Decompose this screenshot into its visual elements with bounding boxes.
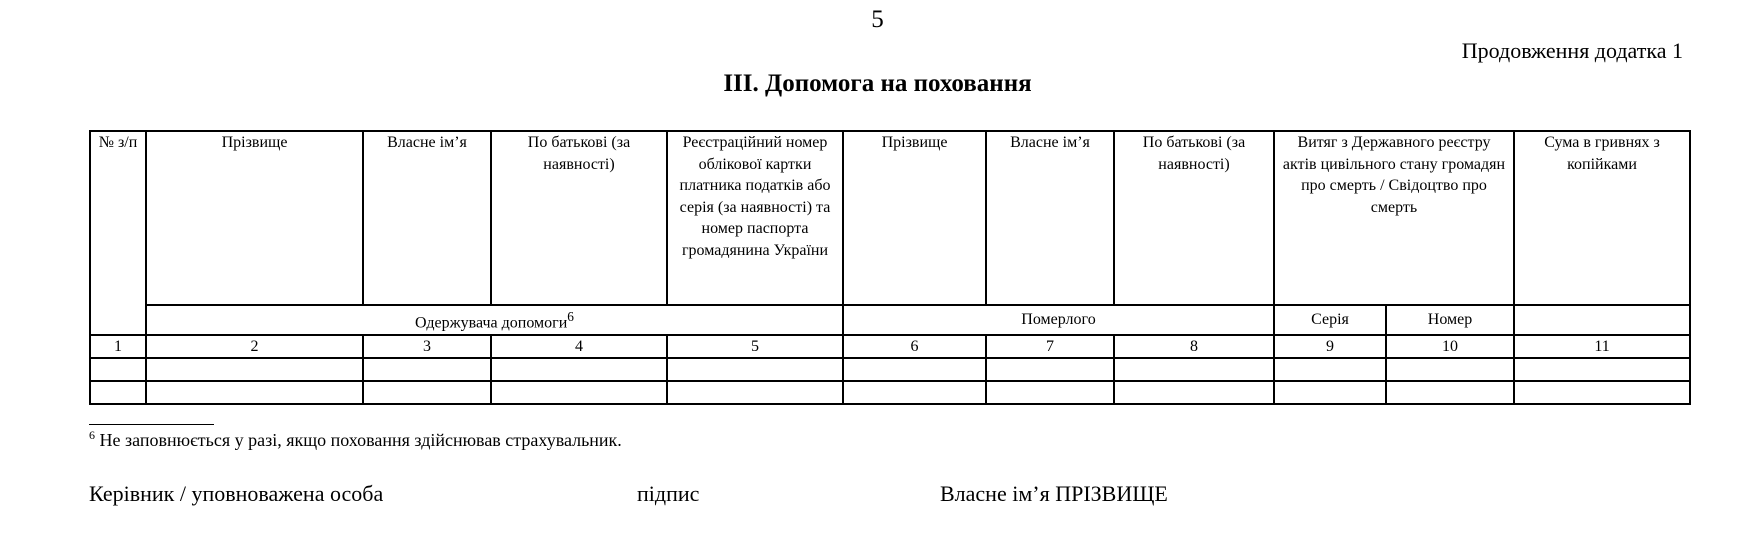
- table-cell: [1386, 358, 1514, 381]
- signatory-role: Керівник / уповноважена особа: [89, 481, 384, 506]
- table-cell: [491, 381, 667, 404]
- table-cell: [667, 381, 843, 404]
- header-cell-deceased-surname: Прізвище: [843, 131, 986, 305]
- table-cell: [146, 358, 363, 381]
- group-recipient-label: Одержувача допомоги: [415, 314, 568, 332]
- header-cell-recipient-patronymic: По батькові (за наявності): [491, 131, 667, 305]
- subheader-nomer: Номер: [1386, 305, 1514, 335]
- column-number: 6: [843, 335, 986, 359]
- column-number: 8: [1114, 335, 1274, 359]
- column-number-row: [90, 335, 1690, 359]
- header-cell-death-certificate: Витяг з Державного реєстру актів цивільного стану громадян про смерть / Свідоцтво про смерть: [1274, 131, 1514, 305]
- column-number: 7: [986, 335, 1114, 359]
- table-cell: [1114, 358, 1274, 381]
- section-title: ІІІ. Допомога на поховання: [723, 70, 1032, 97]
- header-cell-amount: Сума в гривнях з копійками: [1514, 131, 1690, 305]
- header-cell-tax-id-passport: Реєстраційний номер облікової картки платника податків або серія (за наявності) та номер паспорта громадянина України: [667, 131, 843, 305]
- footnote-reference: 6: [567, 309, 574, 324]
- table-cell: [146, 381, 363, 404]
- signatory-name-label: Власне ім’я ПРІЗВИЩЕ: [940, 481, 1168, 506]
- subheader-empty: [1514, 305, 1690, 335]
- table-cell: [1514, 381, 1690, 404]
- table-cell: [1386, 381, 1514, 404]
- table-cell: [363, 358, 491, 381]
- table-cell: [90, 381, 146, 404]
- table-cell: [1114, 381, 1274, 404]
- column-number: 4: [491, 335, 667, 359]
- header-cell-recipient-surname: Прізвище: [146, 131, 363, 305]
- column-number: 11: [1514, 335, 1690, 359]
- column-number: 5: [667, 335, 843, 359]
- column-number: 9: [1274, 335, 1386, 359]
- burial-assistance-table: [89, 130, 1691, 405]
- footnote-mark: 6: [89, 428, 95, 442]
- group-header-recipient: [146, 305, 843, 335]
- footnote-text: Не заповнюється у разі, якщо поховання здійснював страхувальник.: [95, 430, 622, 450]
- column-number: 3: [363, 335, 491, 359]
- table-cell: [843, 381, 986, 404]
- signature-label: підпис: [637, 481, 700, 506]
- header-cell-recipient-name: Власне ім’я: [363, 131, 491, 305]
- page-number: 5: [871, 6, 884, 33]
- appendix-continuation: Продовження додатка 1: [1461, 38, 1683, 63]
- table-cell: [986, 358, 1114, 381]
- group-header-deceased: Померлого: [843, 305, 1274, 335]
- table-cell: [1274, 358, 1386, 381]
- table-row: [90, 381, 1690, 404]
- header-cell-deceased-patronymic: По батькові (за наявності): [1114, 131, 1274, 305]
- table-cell: [667, 358, 843, 381]
- header-cell-number: № з/п: [90, 131, 146, 335]
- column-number: 10: [1386, 335, 1514, 359]
- column-number: 2: [146, 335, 363, 359]
- header-cell-deceased-name: Власне ім’я: [986, 131, 1114, 305]
- table-row: [90, 358, 1690, 381]
- table-cell: [1274, 381, 1386, 404]
- table-cell: [986, 381, 1114, 404]
- table-cell: [1514, 358, 1690, 381]
- footnote-separator: [89, 424, 214, 425]
- table-cell: [90, 358, 146, 381]
- table-cell: [491, 358, 667, 381]
- table-cell: [843, 358, 986, 381]
- subheader-seria: Серія: [1274, 305, 1386, 335]
- column-number: 1: [90, 335, 146, 359]
- table-cell: [363, 381, 491, 404]
- footnote: [89, 428, 622, 451]
